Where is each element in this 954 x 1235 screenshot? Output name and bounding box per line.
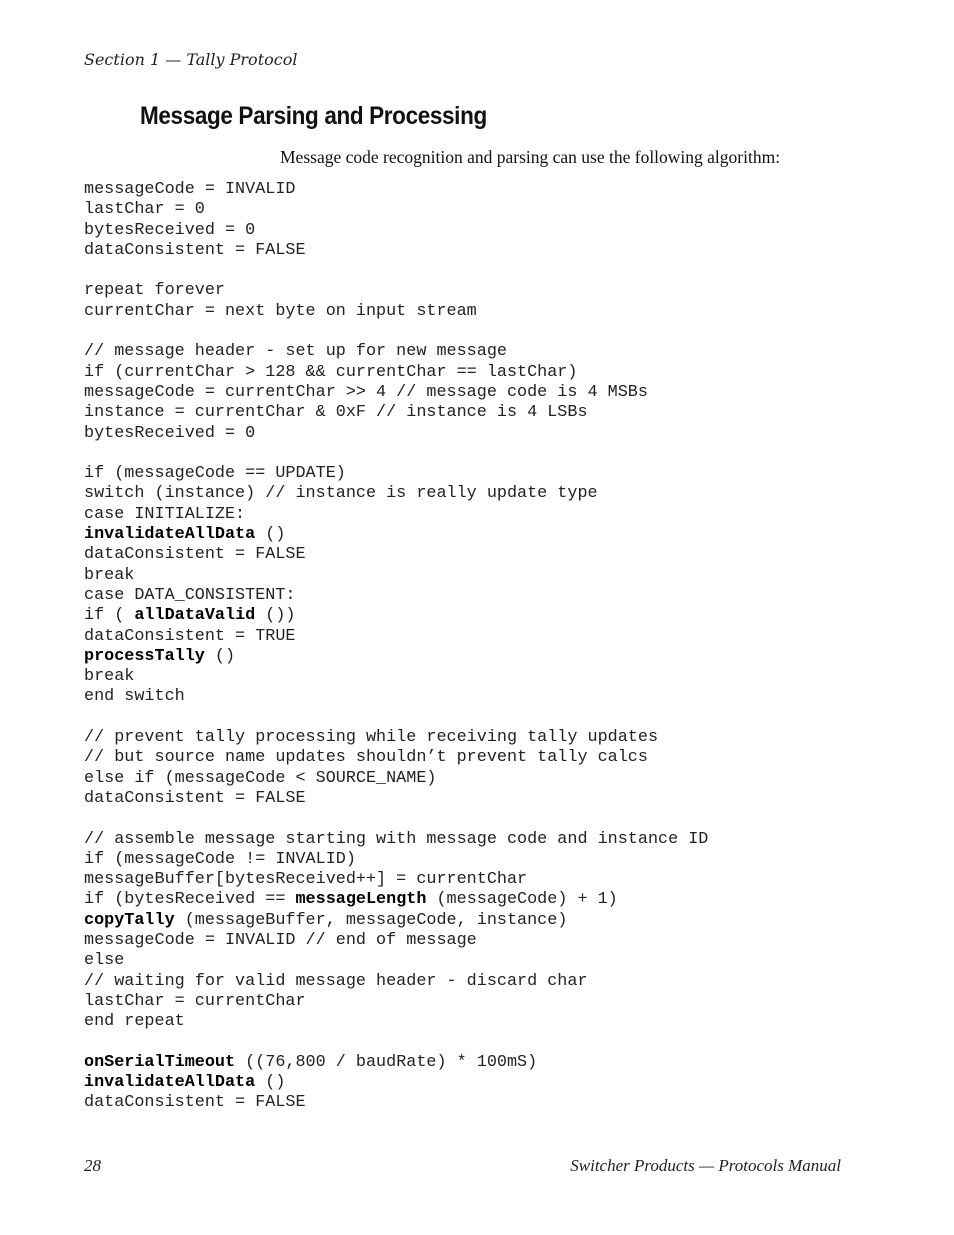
code-function-name: invalidateAllData	[84, 1073, 256, 1093]
code-text: dataConsistent = FALSE	[84, 240, 306, 260]
code-line	[84, 1032, 708, 1052]
code-text: dataConsistent = FALSE	[84, 788, 306, 808]
code-text: lastChar = 0	[84, 200, 205, 220]
code-text: else if (messageCode < SOURCE_NAME)	[84, 768, 437, 788]
code-text: instance = currentChar & 0xF // instance is 4 LSBs	[84, 403, 588, 423]
code-line	[84, 241, 708, 261]
code-line	[84, 322, 708, 342]
code-text: if (currentChar > 128 && currentChar == lastChar)	[84, 362, 578, 382]
section-heading: Message Parsing and Processing	[140, 102, 487, 130]
code-text: ()	[255, 525, 286, 545]
code-line	[84, 789, 708, 809]
code-text: // waiting for valid message header - discard char	[84, 971, 588, 991]
code-text: ()	[204, 646, 236, 666]
code-text: if (	[84, 606, 135, 626]
code-line	[84, 180, 708, 200]
pseudocode-block	[84, 180, 708, 1114]
code-text: // but source name updates shouldn’t prevent tally calcs	[84, 748, 648, 768]
code-line	[84, 363, 708, 383]
code-line	[84, 424, 708, 444]
code-text: if (messageCode == UPDATE)	[84, 464, 346, 484]
code-text: messageBuffer[bytesReceived++] = currentChar	[84, 870, 528, 890]
code-text: bytesReceived = 0	[84, 220, 256, 240]
code-text: currentChar = next byte on input stream	[84, 301, 477, 321]
code-text: messageCode = INVALID // end of message	[84, 930, 477, 950]
code-line	[84, 261, 708, 281]
code-text: break	[84, 667, 135, 687]
code-text: repeat forever	[84, 281, 225, 301]
code-text: case INITIALIZE:	[84, 504, 246, 524]
code-text: (messageCode) + 1)	[426, 890, 618, 910]
code-text: switch (instance) // instance is really update type	[84, 484, 598, 504]
code-line	[84, 748, 708, 768]
code-line	[84, 931, 708, 951]
code-line	[84, 728, 708, 748]
code-text: end switch	[84, 687, 185, 707]
code-text: messageCode = INVALID	[84, 180, 296, 199]
code-text: // message header - set up for new message	[84, 342, 507, 362]
code-line	[84, 769, 708, 789]
code-function-name: allDataValid	[134, 606, 256, 626]
code-line	[84, 606, 708, 626]
code-function-name: processTally	[84, 646, 205, 666]
code-text: if (messageCode != INVALID)	[84, 849, 356, 869]
running-head: Section 1 — Tally Protocol	[84, 50, 298, 69]
code-text: lastChar = currentChar	[84, 991, 306, 1011]
code-line	[84, 200, 708, 220]
manual-title: Switcher Products — Protocols Manual	[570, 1156, 841, 1175]
code-line	[84, 627, 708, 647]
code-text: break	[84, 565, 135, 585]
code-line	[84, 505, 708, 525]
code-line	[84, 951, 708, 971]
code-line	[84, 1073, 708, 1093]
code-line	[84, 687, 708, 707]
code-text: dataConsistent = FALSE	[84, 545, 306, 565]
code-function-name: copyTally	[84, 910, 175, 930]
code-line	[84, 992, 708, 1012]
code-line	[84, 403, 708, 423]
code-line	[84, 667, 708, 687]
code-line	[84, 586, 708, 606]
code-text: end repeat	[84, 1012, 185, 1032]
code-line	[84, 281, 708, 301]
code-line	[84, 464, 708, 484]
code-line	[84, 870, 708, 890]
code-function-name: invalidateAllData	[84, 525, 256, 545]
code-line	[84, 708, 708, 728]
code-line	[84, 545, 708, 565]
code-function-name: onSerialTimeout	[84, 1052, 236, 1072]
code-line	[84, 1012, 708, 1032]
code-line	[84, 484, 708, 504]
code-text: // assemble message starting with message code and instance ID	[84, 829, 709, 849]
code-text: ()	[255, 1073, 286, 1093]
code-text: messageCode = currentChar >> 4 // message code is 4 MSBs	[84, 382, 648, 402]
code-text: ((76,800 / baudRate) * 100mS)	[235, 1052, 538, 1072]
code-text: dataConsistent = TRUE	[84, 626, 296, 646]
code-line	[84, 830, 708, 850]
code-text: else	[84, 951, 125, 971]
code-line	[84, 890, 708, 910]
code-line	[84, 809, 708, 829]
code-line	[84, 302, 708, 322]
code-line	[84, 647, 708, 667]
code-text: case DATA_CONSISTENT:	[84, 585, 296, 605]
code-line	[84, 525, 708, 545]
code-line	[84, 444, 708, 464]
code-function-name: messageLength	[295, 890, 427, 910]
code-text: ())	[255, 606, 296, 626]
code-text: bytesReceived = 0	[84, 423, 256, 443]
code-line	[84, 221, 708, 241]
code-text: (messageBuffer, messageCode, instance)	[174, 910, 568, 930]
code-line	[84, 566, 708, 586]
code-line	[84, 342, 708, 362]
code-text: dataConsistent = FALSE	[84, 1093, 306, 1113]
intro-paragraph: Message code recognition and parsing can use the following algorithm:	[280, 147, 781, 167]
code-line	[84, 1093, 708, 1113]
code-text: if (bytesReceived ==	[84, 890, 296, 910]
code-line	[84, 972, 708, 992]
code-line	[84, 383, 708, 403]
code-text: // prevent tally processing while receiving tally updates	[84, 728, 659, 748]
code-line	[84, 911, 708, 931]
code-line	[84, 850, 708, 870]
code-line	[84, 1053, 708, 1073]
page-number: 28	[84, 1156, 101, 1175]
